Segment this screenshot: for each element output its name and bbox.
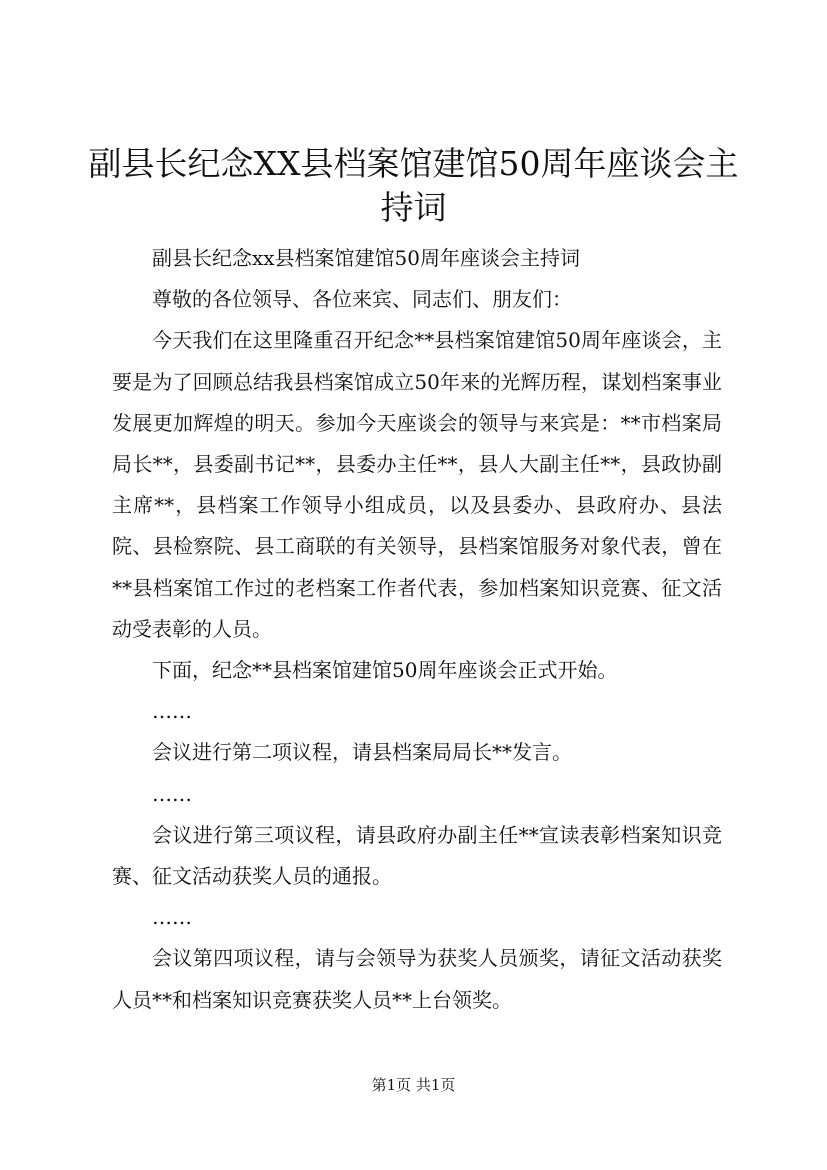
agenda-item-4-paragraph: 会议第四项议程，请与会领导为获奖人员颁奖，请征文活动获奖人员**和档案知识竞赛获奖人员**上台领奖。 <box>112 946 722 1012</box>
agenda-item-3-paragraph: 会议进行第三项议程，请县政府办副主任**宣读表彰档案知识竞赛、征文活动获奖人员的通报。 <box>112 822 722 889</box>
opening-paragraph: 今天我们在这里隆重召开纪念**县档案馆建馆50周年座谈会，主要是为了回顾总结我县档案馆成立50年来的光辉历程，谋划档案事业发展更加辉煌的明天。参加今天座谈会的领导与来宾是：**市档案局局长**，县委副书记**，县委办主任**，县人大副主任**，县政协副主席**，县档案工作领导小组成员，以及县委办、县政府办、县法院、县检察院、县工商联的有关领导，县档案馆服务对象代表，曾在**县档案馆工作过的老档案工作者代表，参加档案知识竞赛、征文活动受表彰的人员。 <box>112 328 722 641</box>
salutation-paragraph: 尊敬的各位领导、各位来宾、同志们、朋友们： <box>152 287 572 312</box>
ellipsis-paragraph: …… <box>152 699 192 724</box>
page-footer: 第1页 共1页 <box>371 1076 456 1094</box>
ellipsis-paragraph: …… <box>152 905 192 930</box>
ellipsis-paragraph: …… <box>152 781 192 806</box>
agenda-item-2-paragraph: 会议进行第二项议程，请县档案局局长**发言。 <box>152 740 572 765</box>
document-body <box>112 238 722 1021</box>
document-title: 副县长纪念XX县档案馆建馆50周年座谈会主持词 <box>88 144 739 227</box>
start-announcement-paragraph: 下面，纪念**县档案馆建馆50周年座谈会正式开始。 <box>152 658 618 683</box>
subtitle-paragraph: 副县长纪念xx县档案馆建馆50周年座谈会主持词 <box>152 246 581 270</box>
